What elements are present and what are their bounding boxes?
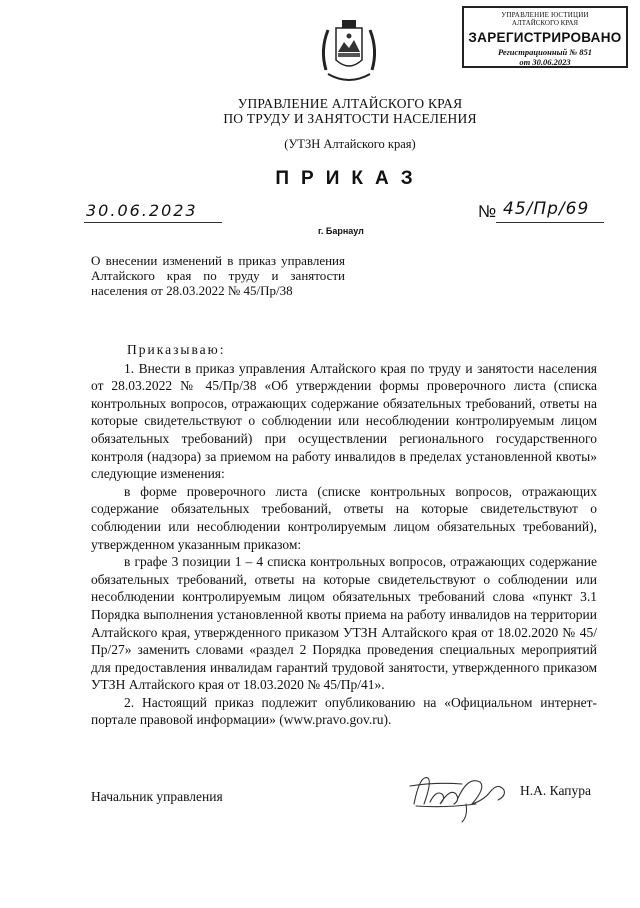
document-type-title: ПРИКАЗ — [275, 168, 425, 189]
order-intro: Приказываю: — [127, 342, 226, 357]
paragraph-4: 2. Настоящий приказ подлежит опубликованию на «Официальном интернет-портале правовой информации» (www.pravo.gov.ru). — [91, 694, 597, 728]
document-body — [91, 341, 597, 729]
organization-abbreviation: (УТЗН Алтайского края) — [284, 137, 416, 151]
paragraph-2: в форме проверочного листа (списке контрольных вопросов, отражающих содержание обязательных требований, ответы на которые свидетельствуют о соблюдении или несоблюдении контролируемым лицом обязательных требований), утвержденном указанным приказом: — [91, 483, 597, 552]
paragraph-3: в графе 3 позиции 1 – 4 списка контрольных вопросов, отражающих содержание обязательных требований, ответы на которые свидетельствуют о соблюдении или несоблюдении контролируемым лицом обязательных требований слова «пункт 3.1 Порядка выполнения установленной квоты приема на работу инвалидов на территории Алтайского края, утвержденного приказом УТЗН Алтайского края от 18.02.2020 № 45/Пр/27» заменить словами «раздел 2 Порядка проведения специальных мероприятий для предоставления инвалидам гарантий трудовой занятости, утвержденного приказом УТЗН Алтайского края от 18.03.2020 № 45/Пр/41». — [91, 554, 597, 693]
signatory-position: Начальник управления — [91, 789, 223, 804]
number-underline — [496, 222, 604, 223]
number-label: № — [478, 202, 497, 221]
date-underline — [84, 222, 222, 223]
org-line1: УПРАВЛЕНИЕ АЛТАЙСКОГО КРАЯ — [237, 96, 463, 111]
organization-name — [0, 96, 640, 126]
coat-of-arms-emblem — [316, 16, 382, 88]
document-city: г. Барнаул — [318, 226, 364, 236]
stamp-status: ЗАРЕГИСТРИРОВАНО — [468, 30, 622, 45]
stamp-authority-line1: УПРАВЛЕНИЕ ЮСТИЦИИ — [501, 11, 589, 19]
document-subject: О внесении изменений в приказ управления Алтайского края по труду и занятости населения от 28.03.2022 № 45/Пр/38 — [91, 253, 345, 298]
stamp-reg-number: Регистрационный № 851 — [498, 47, 592, 57]
handwritten-signature — [406, 764, 524, 824]
registration-stamp — [462, 6, 628, 68]
paragraph-1: 1. Внести в приказ управления Алтайского края по труду и занятости населения от 28.03.2022 № 45/Пр/38 «Об утверждении формы проверочного листа (списка контрольных вопросов, отражающих содержание обязательных требований, ответы на которые свидетельствуют о соблюдении или несоблюдении контролируемым лицом обязательных требований) при осуществлении регионального государственного контроля (надзора) за приемом на работу инвалидов в пределах установленной квоты» следующие изменения: — [91, 360, 597, 482]
signatory-name: Н.А. Капура — [520, 783, 591, 798]
document-number: 45/Пр/69 — [503, 199, 590, 219]
document-date: 30.06.2023 — [86, 201, 198, 220]
stamp-reg-date: от 30.06.2023 — [519, 57, 571, 67]
org-line2: ПО ТРУДУ И ЗАНЯТОСТИ НАСЕЛЕНИЯ — [223, 111, 477, 126]
stamp-authority-line2: АЛТАЙСКОГО КРАЯ — [511, 19, 579, 27]
